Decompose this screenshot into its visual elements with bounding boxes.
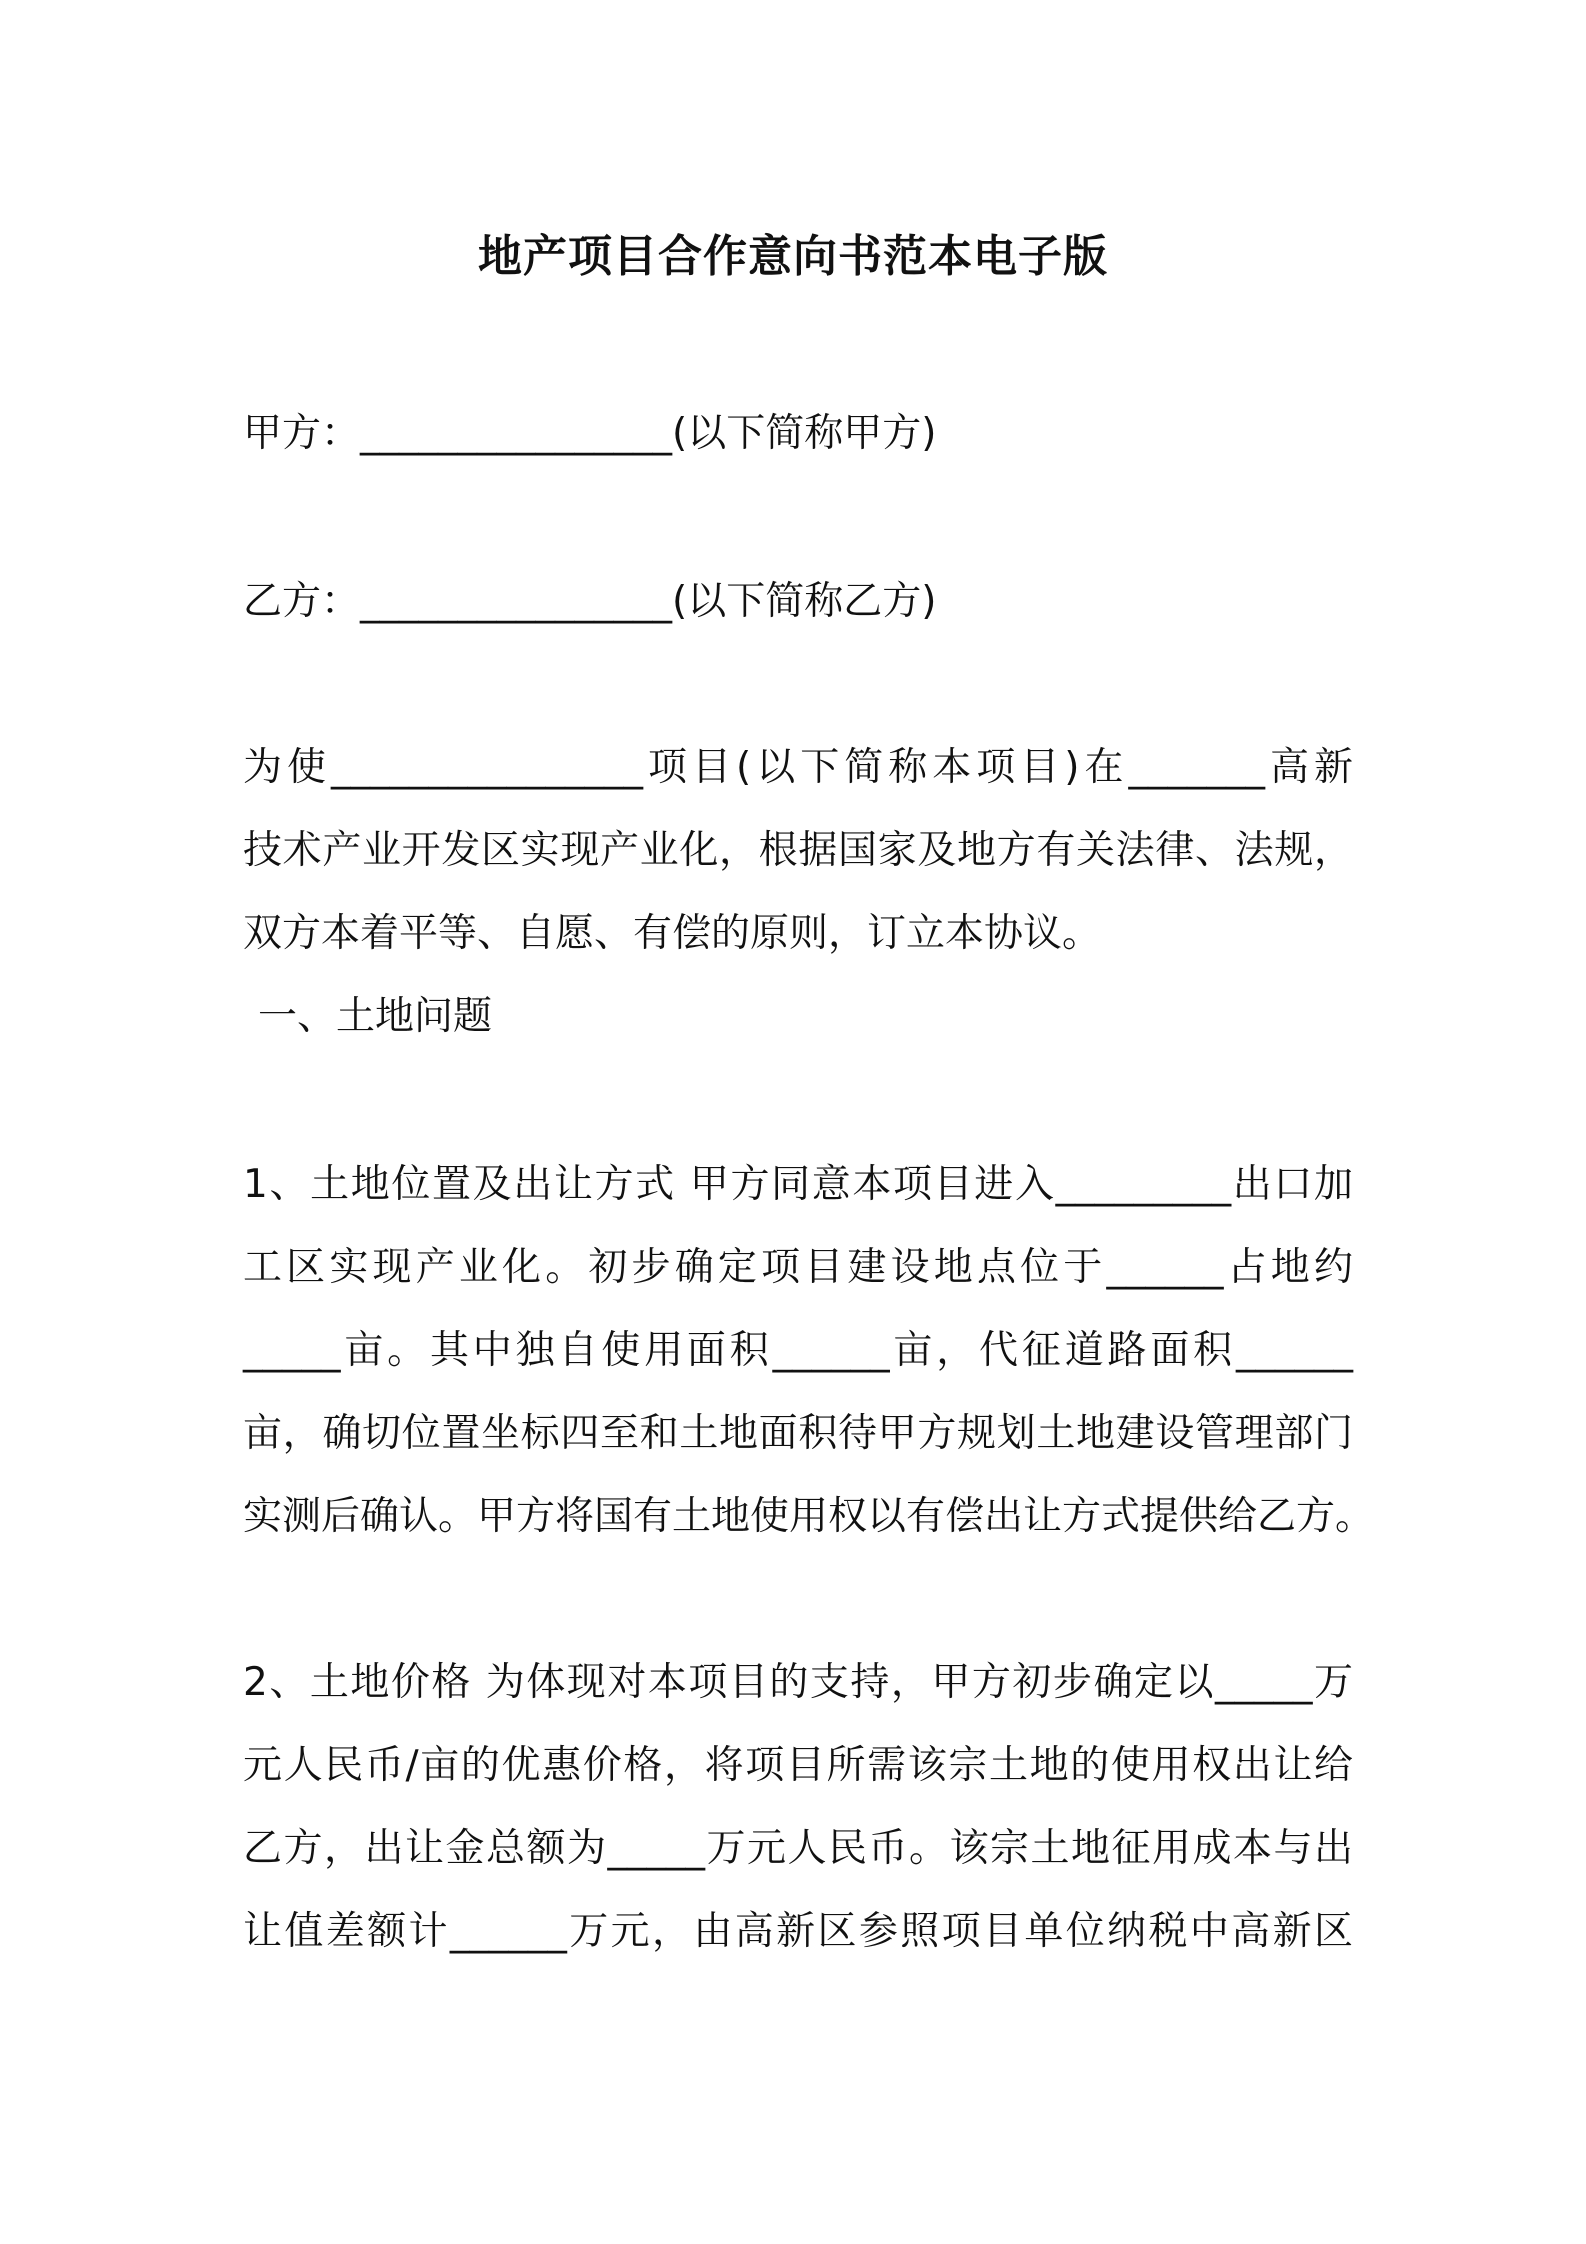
clause-2-line-2: 元人民币/亩的优惠价格，将项目所需该宗土地的使用权出让给 <box>243 1743 1353 1788</box>
clause-2-line-4: 让值差额计______万元，由高新区参照项目单位纳税中高新区 <box>243 1909 1353 1954</box>
section-heading: 一、土地问题 <box>258 994 493 1039</box>
clause-1-line-3: _____亩。其中独自使用面积______亩，代征道路面积______ <box>243 1328 1353 1373</box>
page-title: 地产项目合作意向书范本电子版 <box>478 231 1108 282</box>
clause-1-line-1: 1、土地位置及出让方式 甲方同意本项目进入_________出口加 <box>243 1162 1353 1207</box>
clause-1-line-4: 亩，确切位置坐标四至和土地面积待甲方规划土地建设管理部门 <box>243 1411 1353 1456</box>
intro-line-2: 技术产业开发区实现产业化，根据国家及地方有关法律、法规， <box>243 828 1353 873</box>
intro-line-1: 为使________________项目(以下简称本项目)在_______高新 <box>243 745 1353 790</box>
party-b-line: 乙方：________________(以下简称乙方) <box>243 579 937 624</box>
clause-2-line-3: 乙方，出让金总额为_____万元人民币。该宗土地征用成本与出 <box>243 1826 1353 1871</box>
clause-2-line-1: 2、土地价格 为体现对本项目的支持，甲方初步确定以_____万 <box>243 1660 1353 1705</box>
intro-line-3: 双方本着平等、自愿、有偿的原则，订立本协议。 <box>243 911 1102 956</box>
clause-1-line-2: 工区实现产业化。初步确定项目建设地点位于______占地约 <box>243 1245 1353 1290</box>
clause-1-line-5: 实测后确认。甲方将国有土地使用权以有偿出让方式提供给乙方。 <box>243 1494 1375 1539</box>
party-a-line: 甲方：________________(以下简称甲方) <box>243 411 937 456</box>
